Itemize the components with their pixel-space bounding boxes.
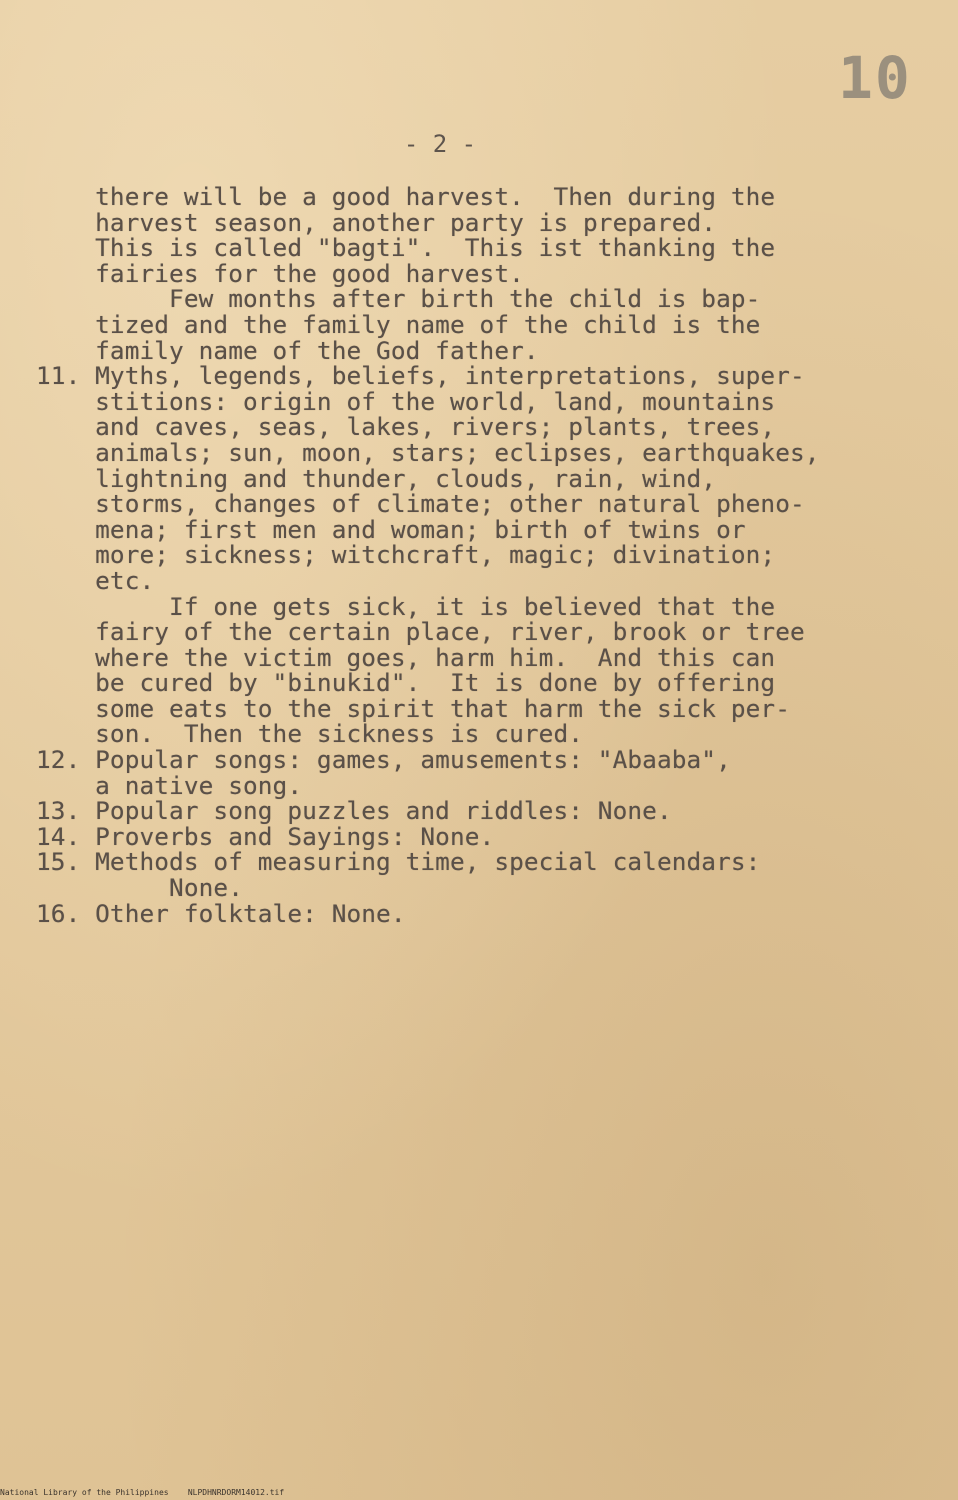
item-14-line: 14. Proverbs and Sayings: None. — [36, 821, 495, 851]
text-line: where the victim goes, harm him. And this can — [36, 642, 776, 672]
text-line: stitions: origin of the world, land, mountains — [36, 386, 776, 416]
text-line: family name of the God father. — [36, 335, 539, 365]
text-line: Few months after birth the child is bap- — [36, 284, 761, 314]
text-line: and caves, seas, lakes, rivers; plants, trees, — [36, 412, 776, 442]
item-12-line: 12. Popular songs: games, amusements: "Abaaba", — [36, 745, 731, 775]
page-number: - 2 - — [403, 130, 477, 158]
text-line: None. — [36, 873, 243, 903]
typed-text-body — [36, 184, 916, 926]
text-line: If one gets sick, it is believed that the — [36, 591, 776, 621]
text-line: be cured by "binukid". It is done by offering — [36, 668, 776, 698]
text-line: storms, changes of climate; other natural pheno- — [36, 489, 805, 519]
text-line: animals; sun, moon, stars; eclipses, earthquakes, — [36, 437, 820, 467]
text-line: harvest season, another party is prepared. — [36, 207, 717, 237]
text-line: there will be a good harvest. Then during the — [36, 182, 776, 211]
archive-stamp-number: 10 — [838, 44, 912, 112]
archive-footer: National Library of the Philippines NLPDHNRDORM14012.tif — [0, 1488, 285, 1497]
text-line: tized and the family name of the child is the — [36, 309, 761, 339]
text-line: fairies for the good harvest. — [36, 258, 524, 288]
text-line: some eats to the spirit that harm the sick per- — [36, 693, 791, 723]
item-15-line: 15. Methods of measuring time, special calendars: — [36, 847, 761, 877]
text-line: a native song. — [36, 770, 303, 800]
text-line: mena; first men and woman; birth of twins or — [36, 514, 746, 544]
item-13-line: 13. Popular song puzzles and riddles: None. — [36, 796, 672, 826]
item-16-line: 16. Other folktale: None. — [36, 898, 406, 928]
text-line: etc. — [36, 565, 155, 595]
text-line: This is called "bagti". This ist thanking the — [36, 233, 776, 263]
item-11-line: 11. Myths, legends, beliefs, interpretations, super- — [36, 361, 805, 391]
text-line: lightning and thunder, clouds, rain, wind, — [36, 463, 717, 493]
text-line: fairy of the certain place, river, brook or tree — [36, 617, 805, 647]
text-line: son. Then the sickness is cured. — [36, 719, 584, 749]
text-line: more; sickness; witchcraft, magic; divination; — [36, 540, 776, 570]
